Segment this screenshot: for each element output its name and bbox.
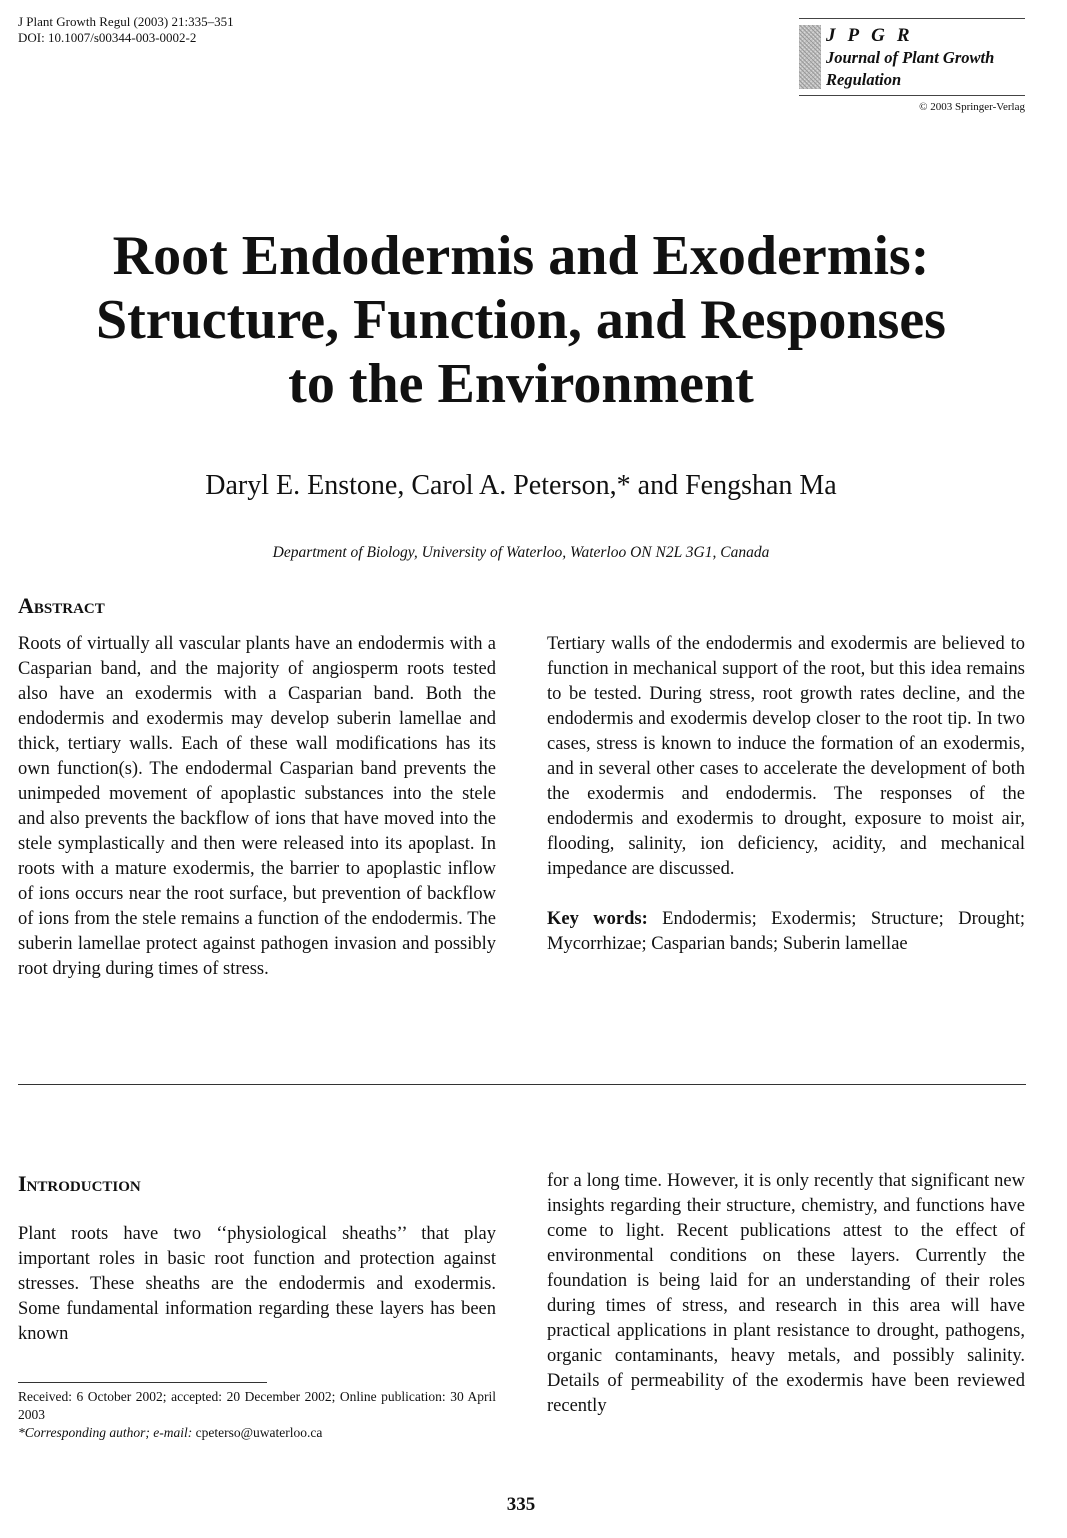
introduction-right-column <box>547 1169 1025 1419</box>
title-line-3: to the Environment <box>288 353 754 415</box>
keywords <box>547 907 1025 957</box>
abstract-paragraph-right: Tertiary walls of the endodermis and exodermis are believed to function in mechanical support of the root, but this idea remains to be tested. During stress, root growth rates decline, and the endodermis and exodermis develop closer to the root tip. In two cases, stress is known to induce the formation of an exodermis, and in several other cases to accelerate the development of both the exodermis and endodermis. The responses of the endodermis and exodermis to drought, exposure to moist air, flooding, salinity, ion deficiency, acidity, and mechanical impedance are discussed. <box>547 634 1025 879</box>
journal-name-line2: Regulation <box>826 70 902 89</box>
journal-abbreviation: JPGR <box>826 25 922 46</box>
affiliation: Department of Biology, University of Waterloo, Waterloo ON N2L 3G1, Canada <box>272 544 770 561</box>
authors: Daryl E. Enstone, Carol A. Peterson,* and Fengshan Ma <box>205 470 837 501</box>
title-line-2: Structure, Function, and Responses <box>96 289 946 351</box>
logo-top-rule <box>799 18 1025 19</box>
introduction-paragraph-right: for a long time. However, it is only recently that significant new insights regarding their structure, chemistry, and functions have come to light. Recent publications attest to the effect of environmental conditions on these layers. Currently the foundation is being laid for an understanding of their roles during times of stress, and research in this area will have practical applications in plant resistance to drought, pathogens, organic contaminants, heavy metals, and possibly salinity. Details of permeability of the exodermis have been reviewed recently <box>547 1171 1025 1416</box>
citation-block <box>18 14 234 46</box>
corresponding-email: cpeterso@uwaterloo.ca <box>195 1425 323 1440</box>
paper-title <box>0 224 1042 416</box>
keywords-list: Endodermis; Exodermis; Structure; Drought; Mycorrhizae; Casparian bands; Suberin lamellae <box>547 909 1026 954</box>
corresponding-label: *Corresponding author; e-mail: <box>18 1425 193 1440</box>
journal-citation: J Plant Growth Regul (2003) 21:335–351 <box>18 14 234 29</box>
received-dates: Received: 6 October 2002; accepted: 20 December 2002; Online publication: 30 April 2003 <box>18 1389 496 1422</box>
introduction-paragraph-left: Plant roots have two ‘‘physiological sheaths’’ that play important roles in basic root function and protection against stresses. These sheaths are the endodermis and exodermis. Some fundamental information regarding these layers has been known <box>18 1224 496 1344</box>
abstract-right-column <box>547 632 1025 957</box>
abstract-paragraph-left: Roots of virtually all vascular plants have an endodermis with a Casparian band, and the majority of angiosperm roots tested also have an exodermis with a Casparian band. Both the endodermis and exodermis may develop suberin lamellae and thick, tertiary walls. Each of these wall modifications has its own function(s). The endodermal Casparian band prevents the unimpeded movement of apoplastic substances into the stele and also prevents the backflow of ions that have moved into the stele symplastically and then were released into its apoplast. In roots with a mature exodermis, the barrier to apoplastic inflow of ions occurs near the root surface, but prevention of backflow of ions from the stele remains a function of the endodermis. The suberin lamellae protect against pathogen invasion and possibly root drying during times of stress. <box>18 634 496 979</box>
abstract-left-column <box>18 632 496 982</box>
section-divider <box>18 1084 1026 1085</box>
keywords-label: Key words: <box>547 909 648 929</box>
doi: DOI: 10.1007/s00344-003-0002-2 <box>18 30 197 45</box>
footnote-rule <box>18 1382 267 1383</box>
page-number: 335 <box>506 1494 536 1515</box>
introduction-left-column <box>18 1222 496 1347</box>
title-line-1: Root Endodermis and Exodermis: <box>112 225 930 287</box>
journal-logo <box>799 18 1025 113</box>
abstract-heading: Abstract <box>18 593 105 618</box>
footnote <box>18 1388 496 1442</box>
corresponding-author <box>18 1424 496 1442</box>
introduction-heading: Introduction <box>18 1171 141 1196</box>
logo-pattern-block <box>799 25 821 89</box>
journal-name-line1: Journal of Plant Growth <box>826 48 995 67</box>
copyright: © 2003 Springer-Verlag <box>919 101 1025 113</box>
logo-bottom-rule <box>799 95 1025 96</box>
